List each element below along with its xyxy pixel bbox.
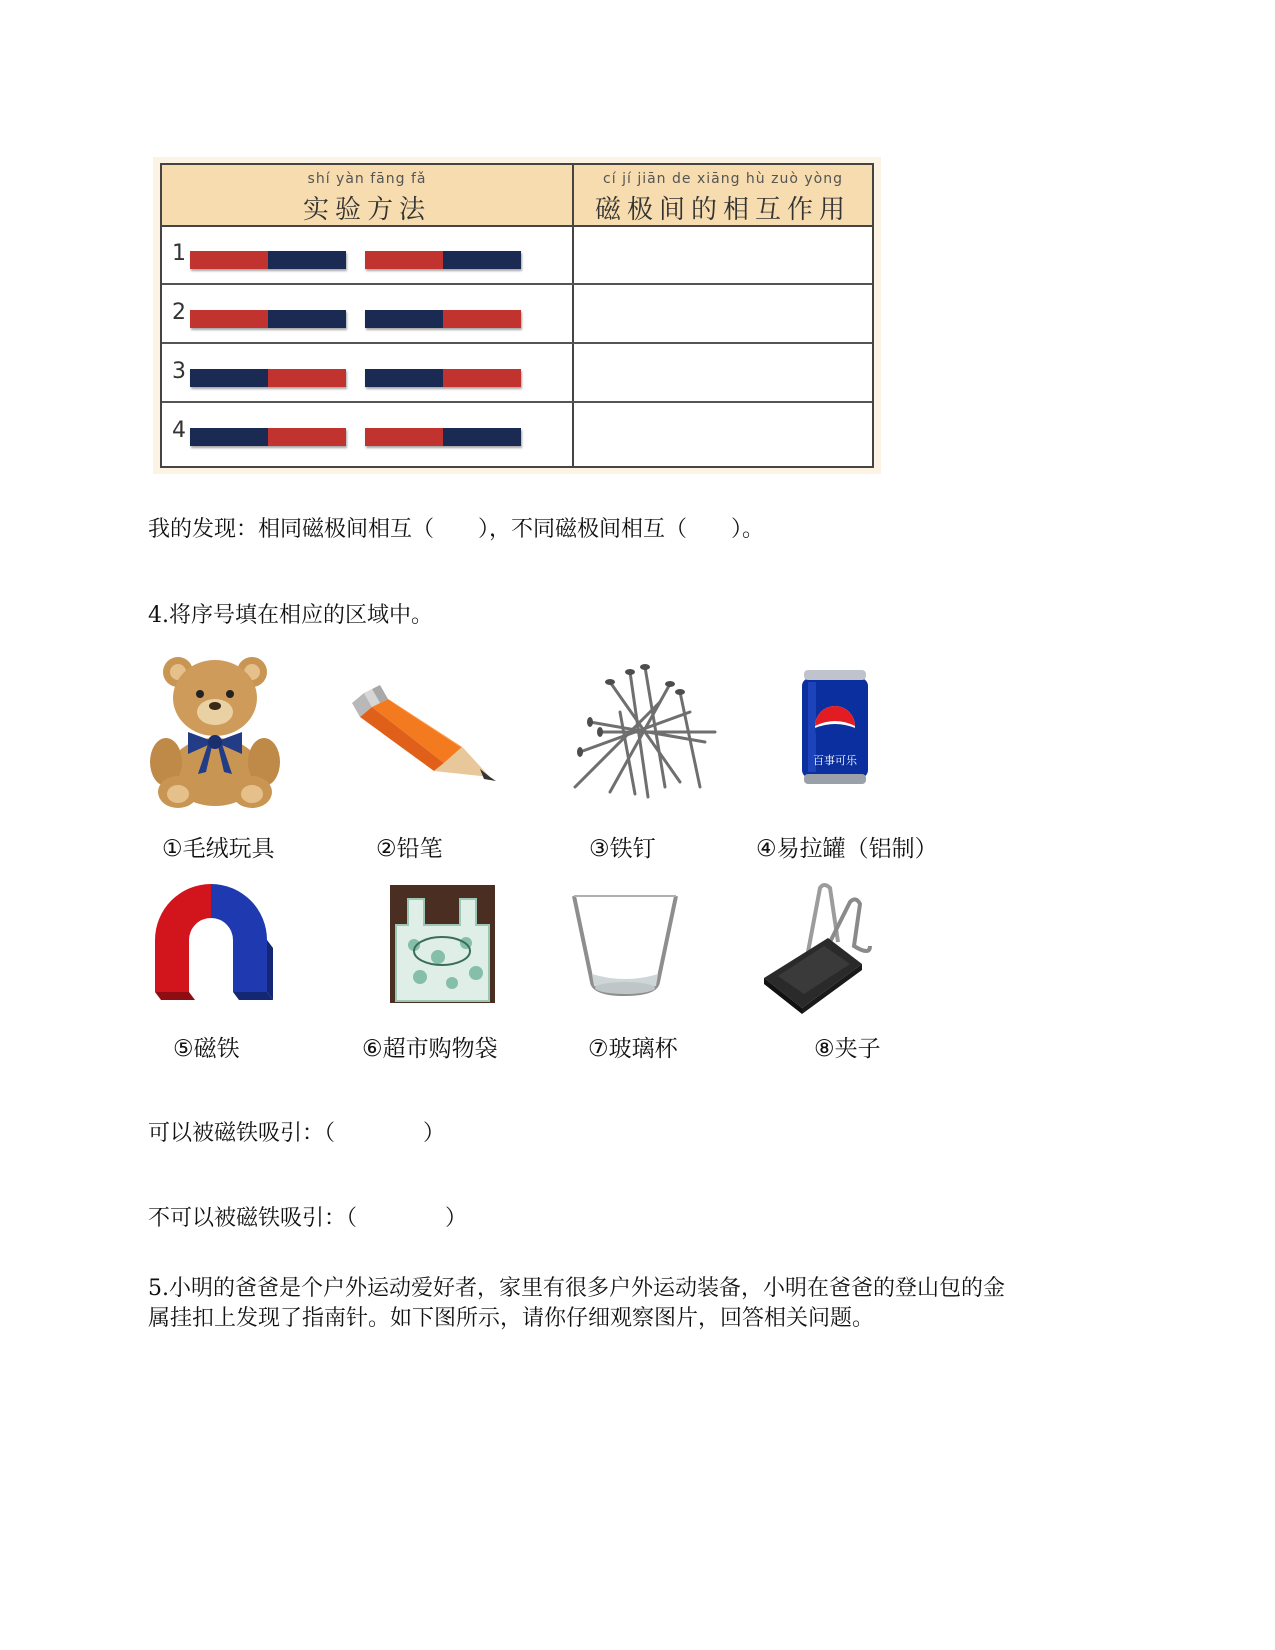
effect-pinyin: cí jí jiān de xiāng hù zuò yòng: [603, 171, 843, 187]
item-label: ⑤磁铁: [173, 1036, 240, 1062]
bar-magnet-left: [190, 369, 346, 387]
table-header: [162, 165, 872, 227]
item-label: ④易拉罐（铝制）: [756, 836, 938, 862]
table-frame: [160, 163, 874, 468]
bar-magnet-left: [190, 310, 346, 328]
row-number: 1: [172, 241, 186, 266]
teddy-bear-icon: [148, 650, 283, 810]
bar-magnet-left: [190, 428, 346, 446]
header-method: [162, 165, 572, 225]
table-row: [162, 343, 572, 403]
glass-cup-icon: [570, 890, 680, 1000]
shopping-bag-icon: [390, 885, 495, 1003]
bar-magnet-right: [365, 310, 521, 328]
question-5-line-2: 属挂扣上发现了指南针。如下图所示，请你仔细观察图片，回答相关问题。: [148, 1306, 875, 1331]
not-attract-answer-line: 不可以被磁铁吸引：（ ）: [148, 1206, 468, 1231]
method-title: 实验方法: [302, 195, 431, 225]
can-brand-text: 百事可乐: [813, 754, 857, 767]
bar-magnet-right: [365, 251, 521, 269]
row-number: 3: [172, 359, 186, 384]
item-label: ⑦玻璃杯: [588, 1036, 678, 1062]
item-label: ②铅笔: [376, 836, 443, 862]
bar-magnet-right: [365, 369, 521, 387]
method-pinyin: shí yàn fāng fǎ: [307, 171, 427, 187]
pencil-icon: [340, 685, 505, 790]
bar-magnet-left: [190, 251, 346, 269]
column-divider: [572, 165, 574, 466]
table-row: [162, 225, 572, 285]
iron-nails-icon: [570, 662, 720, 802]
binder-clip-icon: [758, 882, 878, 1014]
finding-text: 我的发现：相同磁极间相互（ ），不同磁极间相互（ ）。: [148, 517, 765, 542]
row-number: 2: [172, 300, 186, 325]
effect-title: 磁极间的相互作用: [594, 195, 851, 225]
table-row: [162, 402, 572, 462]
horseshoe-magnet-icon: [145, 882, 277, 1004]
item-label: ①毛绒玩具: [162, 836, 275, 862]
soda-can-icon: [800, 668, 870, 786]
bar-magnet-right: [365, 428, 521, 446]
table-row: [162, 284, 572, 344]
row-number: 4: [172, 418, 186, 443]
item-label: ③铁钉: [589, 836, 656, 862]
item-label: ⑧夹子: [814, 1036, 881, 1062]
question-4-title: 4.将序号填在相应的区域中。: [148, 603, 433, 628]
question-5-line-1: 5.小明的爸爸是个户外运动爱好者，家里有很多户外运动装备，小明在爸爸的登山包的金: [148, 1276, 1005, 1301]
attract-answer-line: 可以被磁铁吸引：（ ）: [148, 1121, 446, 1146]
header-effect: [574, 165, 872, 225]
magnet-experiment-table: [153, 157, 881, 474]
item-label: ⑥超市购物袋: [362, 1036, 498, 1062]
